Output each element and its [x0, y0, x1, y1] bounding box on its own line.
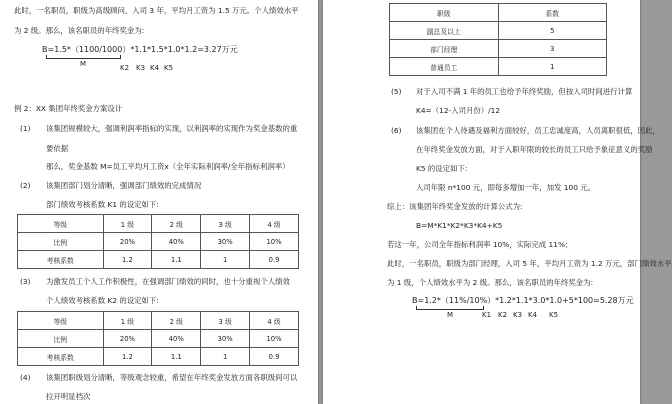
table-cell: 比例 — [18, 330, 104, 348]
table-cell: 5 — [498, 22, 607, 40]
formula-underline — [46, 58, 121, 59]
table-cell: 3 — [498, 40, 607, 58]
item-text: 要依据 — [46, 144, 69, 153]
table-cell: 40% — [152, 330, 201, 348]
table-cell: 30% — [201, 233, 250, 251]
label-k3: K3 — [136, 64, 146, 72]
item-text: 在年终奖金发放方面，对于入职年限的较长的员工只给予象征意义的奖励 — [416, 145, 653, 154]
table-header-cell: 等级 — [18, 215, 104, 233]
item-text: 个人绩效考核系数 K2 的设定如下: — [46, 296, 159, 305]
table-cell: 0.9 — [250, 251, 299, 269]
formula-bracket-tick — [483, 306, 484, 310]
table-row — [18, 330, 299, 348]
table-cell: 部门经理 — [390, 40, 499, 58]
table-row — [390, 40, 607, 58]
table-cell: 考核系数 — [18, 251, 104, 269]
document-page-right — [323, 0, 672, 404]
table-cell: 考核系数 — [18, 348, 104, 366]
table-header-cell: 1 级 — [103, 215, 152, 233]
paragraph-line: 此时，一名职员，职级为部门经理，入司 5 年，平均月工资为 1.2 万元，部门绩效水平 — [387, 259, 672, 268]
paragraph-line: 此时，一名职员，职级为高级顾问，入司 3 年，平均月工资为 1.5 万元。个人绩效水平 — [14, 6, 299, 15]
table-cell: 比例 — [18, 233, 104, 251]
profit-text: 若这一年，公司全年指标利润率 10%，实际完成 11%； — [387, 240, 573, 249]
table-header-cell: 等级 — [18, 312, 104, 330]
table-cell: 30% — [201, 330, 250, 348]
table-header-row — [390, 4, 607, 22]
item-number: (4) — [20, 373, 31, 382]
formula-bracket-tick — [120, 55, 121, 59]
individual-performance-table — [17, 311, 299, 366]
table-header-cell: 3 级 — [201, 312, 250, 330]
bonus-formula: B=1.2*（11%/10%）*1.2*1.1*3.0*1.0+5*100=5.28万元 — [412, 296, 634, 305]
label-k2: K2 — [498, 311, 508, 319]
table-cell: 20% — [103, 233, 152, 251]
formula-bracket-tick — [46, 55, 47, 59]
k5-formula: 入司年限 n*100 元，即每多增加一年，加发 100 元。 — [416, 183, 596, 192]
table-cell: 0.9 — [250, 348, 299, 366]
k4-formula: K4=（12-入司月份）/12 — [416, 106, 501, 115]
summary-text: 综上：该集团年终奖金发放的计算公式为: — [387, 202, 523, 211]
department-performance-table — [17, 214, 299, 269]
table-cell: 1.2 — [103, 251, 152, 269]
item-number: (2) — [20, 181, 31, 190]
table-header-cell: 2 级 — [152, 312, 201, 330]
label-k5: K5 — [164, 64, 174, 72]
item-text: 该集团在个人待遇及福利方面较好，员工忠诚度高，人员离职很低，因此， — [416, 126, 660, 135]
table-cell: 1.2 — [103, 348, 152, 366]
item-text: 对于入司不满 1 年的员工也给予年终奖励，但按入司时间进行计算 — [416, 87, 633, 96]
table-cell: 10% — [250, 233, 299, 251]
table-cell: 副总及以上 — [390, 22, 499, 40]
label-m: M — [80, 60, 87, 68]
job-level-coefficient-table — [389, 3, 607, 76]
table-row — [18, 233, 299, 251]
table-header-cell: 3 级 — [201, 215, 250, 233]
item-text: 拉开明显档次 — [46, 392, 91, 401]
label-k1: K1 — [482, 311, 492, 319]
label-k2: K2 — [120, 64, 130, 72]
table-row — [390, 22, 607, 40]
table-cell: 普通员工 — [390, 58, 499, 76]
label-k4: K4 — [150, 64, 160, 72]
item-text: 该集团规模较大，强调利润率指标的实现，以利润率的实现作为奖金基数的重 — [46, 124, 298, 133]
table-row — [390, 58, 607, 76]
table-header-cell: 4 级 — [250, 215, 299, 233]
item-text: 部门绩效考核系数 K1 的设定如下: — [46, 200, 159, 209]
bonus-base-formula: 那么，奖金基数 M=员工平均月工资x（全年实际利润率/全年指标利润率） — [46, 162, 290, 171]
table-cell: 40% — [152, 233, 201, 251]
table-header-row — [18, 312, 299, 330]
table-header-cell: 1 级 — [103, 312, 152, 330]
table-header-cell: 职级 — [390, 4, 499, 22]
bonus-formula: B=1.5*（1100/1000）*1.1*1.5*1.0*1.2=3.27万元 — [42, 45, 238, 54]
table-cell: 1 — [201, 348, 250, 366]
item-text: 该集团职级划分清晰，等级观念较重，希望在年终奖金发放方面各职级间可以 — [46, 373, 298, 382]
label-k3: K3 — [513, 311, 523, 319]
paragraph-line: 为 1 级，个人绩效水平为 2 级。那么，该名职员的年终奖金为: — [387, 278, 594, 287]
table-header-cell: 4 级 — [250, 312, 299, 330]
table-cell: 1.1 — [152, 251, 201, 269]
table-cell: 20% — [103, 330, 152, 348]
table-cell: 1 — [498, 58, 607, 76]
formula-underline — [416, 309, 484, 310]
item-text: 为激发员工个人工作积极性，在强调部门绩效的同时，也十分重视个人绩效 — [46, 277, 290, 286]
table-header-row — [18, 215, 299, 233]
document-page-left — [0, 0, 318, 404]
item-number: (1) — [20, 124, 31, 133]
table-cell: 1 — [201, 251, 250, 269]
table-cell: 1.1 — [152, 348, 201, 366]
table-header-cell: 系数 — [498, 4, 607, 22]
formula-bracket-tick — [416, 306, 417, 310]
table-row — [18, 348, 299, 366]
summary-formula: B=M*K1*K2*K3*K4+K5 — [416, 221, 503, 230]
item-number: (6) — [391, 126, 402, 135]
label-m: M — [447, 311, 454, 319]
item-text: 该集团部门划分清晰，强调部门绩效的完成情况 — [46, 181, 202, 190]
paragraph-line: 为 2 级。那么，该名职员的年终奖金为: — [14, 26, 145, 35]
label-k5: K5 — [549, 311, 559, 319]
item-number: (3) — [20, 277, 31, 286]
example-title: 例 2：XX 集团年终奖金方案设计 — [14, 104, 123, 113]
label-k4: K4 — [528, 311, 538, 319]
item-number: (5) — [391, 87, 402, 96]
table-cell: 10% — [250, 330, 299, 348]
item-text: K5 的设定如下: — [416, 164, 468, 173]
table-row — [18, 251, 299, 269]
table-header-cell: 2 级 — [152, 215, 201, 233]
